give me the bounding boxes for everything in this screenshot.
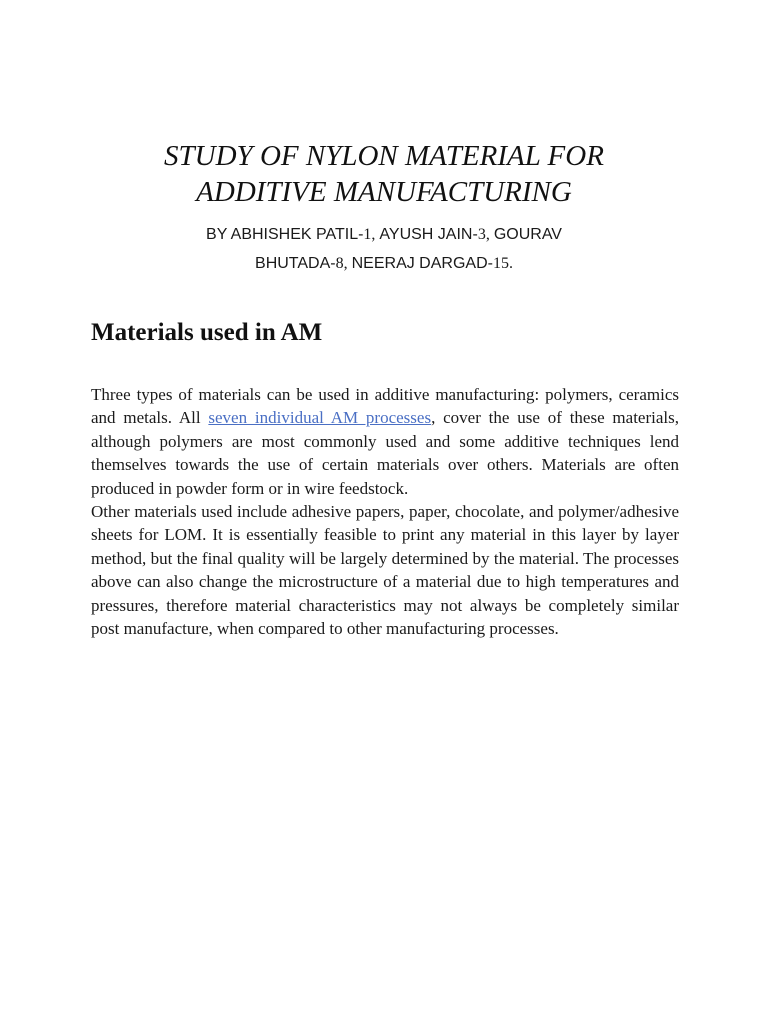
author-name: BY ABHISHEK PATIL- — [206, 226, 364, 243]
section-heading: Materials used in AM — [91, 319, 323, 346]
author-separator: , — [485, 226, 494, 243]
author-separator: , — [343, 255, 352, 272]
author-name: NEERAJ DARGAD- — [351, 255, 493, 272]
author-separator: , — [371, 226, 380, 243]
author-roll-number: 3 — [477, 226, 486, 243]
author-name: BHUTADA- — [255, 255, 336, 272]
section-body — [91, 383, 679, 640]
author-roll-number: 15 — [492, 255, 509, 272]
am-processes-link[interactable]: seven individual AM processes — [208, 408, 432, 428]
author-line-1 — [60, 220, 708, 249]
author-separator: . — [508, 255, 513, 272]
paragraph-1-text-start: Three types of materials can be used in additive manufacturing: polymers, ceramics and metals. All — [91, 385, 679, 428]
author-name: AYUSH JAIN- — [379, 226, 478, 243]
paragraph-2: Other materials used include adhesive papers, paper, chocolate, and polymer/adhesive sheets for LOM. It is essentially feasible to print any material in this layer by layer method, but the final quality will be largely determined by the material. The processes above can also change the microstructure of a material due to high temperatures and pressures, therefore material characteristics may not always be completely similar post manufacture, when compared to other manufacturing processes. — [91, 502, 679, 639]
author-name: GOURAV — [493, 226, 562, 243]
title-line-1: STUDY OF NYLON MATERIAL FOR — [164, 140, 604, 172]
author-roll-number: 8 — [335, 255, 344, 272]
paragraph-1-text-end: , cover the use of these materials, although polymers are most commonly used and some additive techniques lend themselves towards the use of certain materials over others. Materials are often produced in powder form or in wire feedstock. — [91, 408, 679, 498]
author-roll-number: 1 — [363, 226, 372, 243]
document-title — [60, 138, 708, 210]
author-list — [60, 220, 708, 278]
author-line-2 — [60, 249, 708, 278]
paragraph-1 — [91, 383, 679, 500]
title-line-2: ADDITIVE MANUFACTURING — [196, 176, 572, 208]
